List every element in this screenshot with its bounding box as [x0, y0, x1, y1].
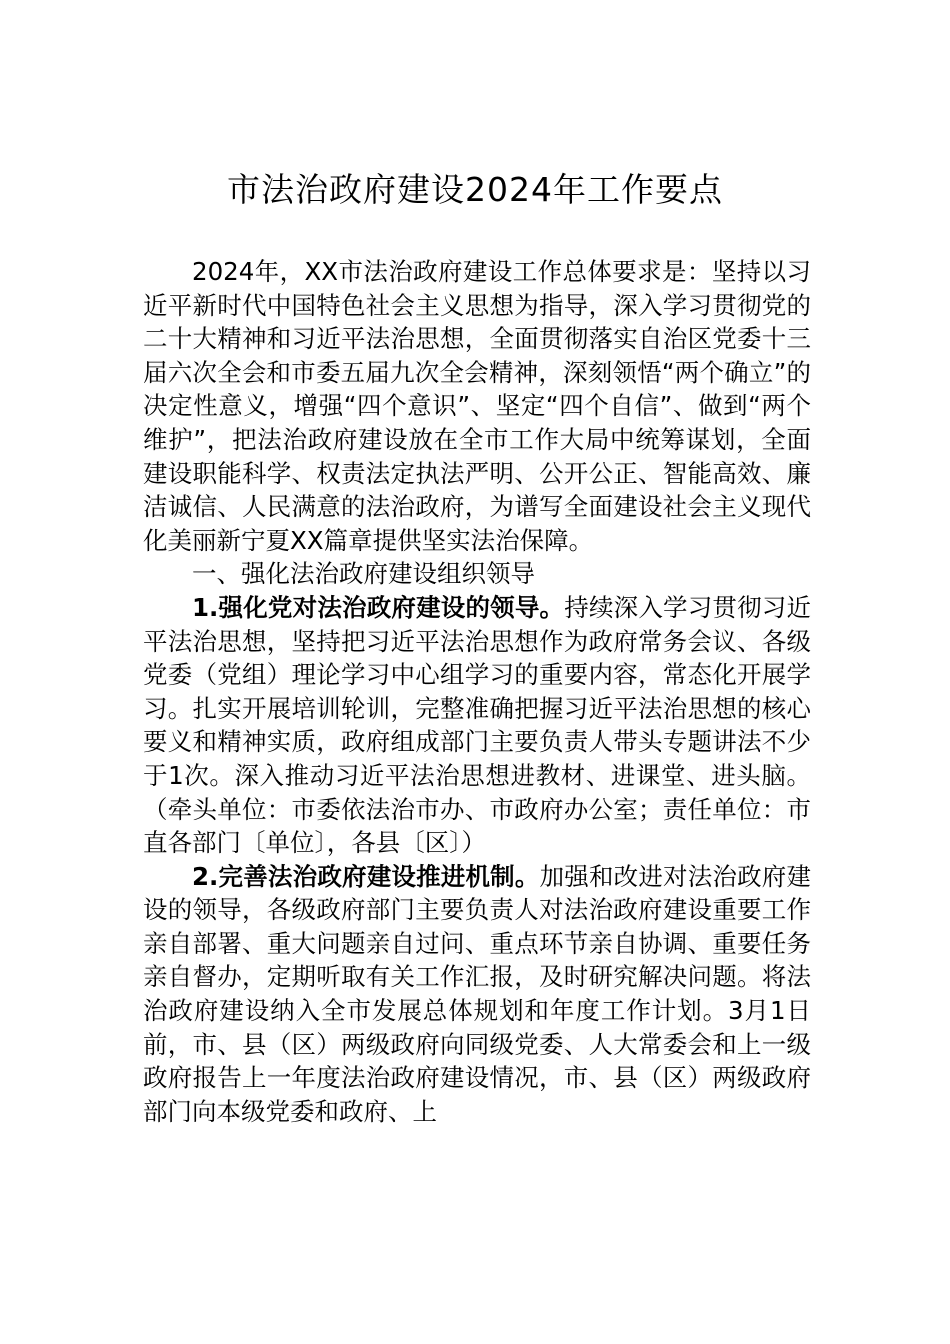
intro-paragraph: 2024年，XX市法治政府建设工作总体要求是：坚持以习近平新时代中国特色社会主义思想为指导，深入学习贯彻党的二十大精神和习近平法治思想，全面贯彻落实自治区党委十三届六次全会和市委五届九次全会精神，深刻领悟“两个确立”的决定性意义，增强“四个意识”、坚定“四个自信”、做到“两个维护”，把法治政府建设放在全市工作大局中统筹谋划，全面建设职能科学、权责法定执法严明、公开公正、智能高效、廉洁诚信、人民满意的法治政府，为谱写全面建设社会主义现代化美丽新宁夏XX篇章提供坚实法治保障。 — [143, 257, 811, 555]
item-1-lead: 1.强化党对法治政府建设的领导。 — [192, 592, 565, 622]
document-body — [143, 255, 811, 1128]
item-2-text: 加强和改进对法治政府建设的领导，各级政府部门主要负责人对法治政府建设重要工作亲自部署、重大问题亲自过问、重点环节亲自协调、重要任务亲自督办，定期听取有关工作汇报，及时研究解决问题。将法治政府建设纳入全市发展总体规划和年度工作计划。3月1日前，市、县（区）两级政府向同级党委、人大常委会和上一级政府报告上一年度法治政府建设情况，市、县（区）两级政府部门向本级党委和政府、上 — [143, 861, 811, 1126]
document-title: 市法治政府建设2024年工作要点 — [227, 170, 723, 209]
item-1-text: 持续深入学习贯彻习近平法治思想，坚持把习近平法治思想作为政府常务会议、各级党委（党组）理论学习中心组学习的重要内容，常态化开展学习。扎实开展培训轮训，完整准确把握习近平法治思想的核心要义和精神实质，政府组成部门主要负责人带头专题讲法不少于1次。深入推动习近平法治思想进教材、进课堂、进头脑。（牵头单位：市委依法治市办、市政府办公室；责任单位：市直各部门〔单位〕，各县〔区〕） — [143, 592, 812, 858]
item-2-paragraph — [143, 860, 811, 1129]
section-heading: 一、强化法治政府建设组织领导 — [192, 559, 535, 589]
item-1-paragraph — [143, 591, 811, 860]
item-2-lead: 2.完善法治政府建设推进机制。 — [192, 861, 540, 891]
